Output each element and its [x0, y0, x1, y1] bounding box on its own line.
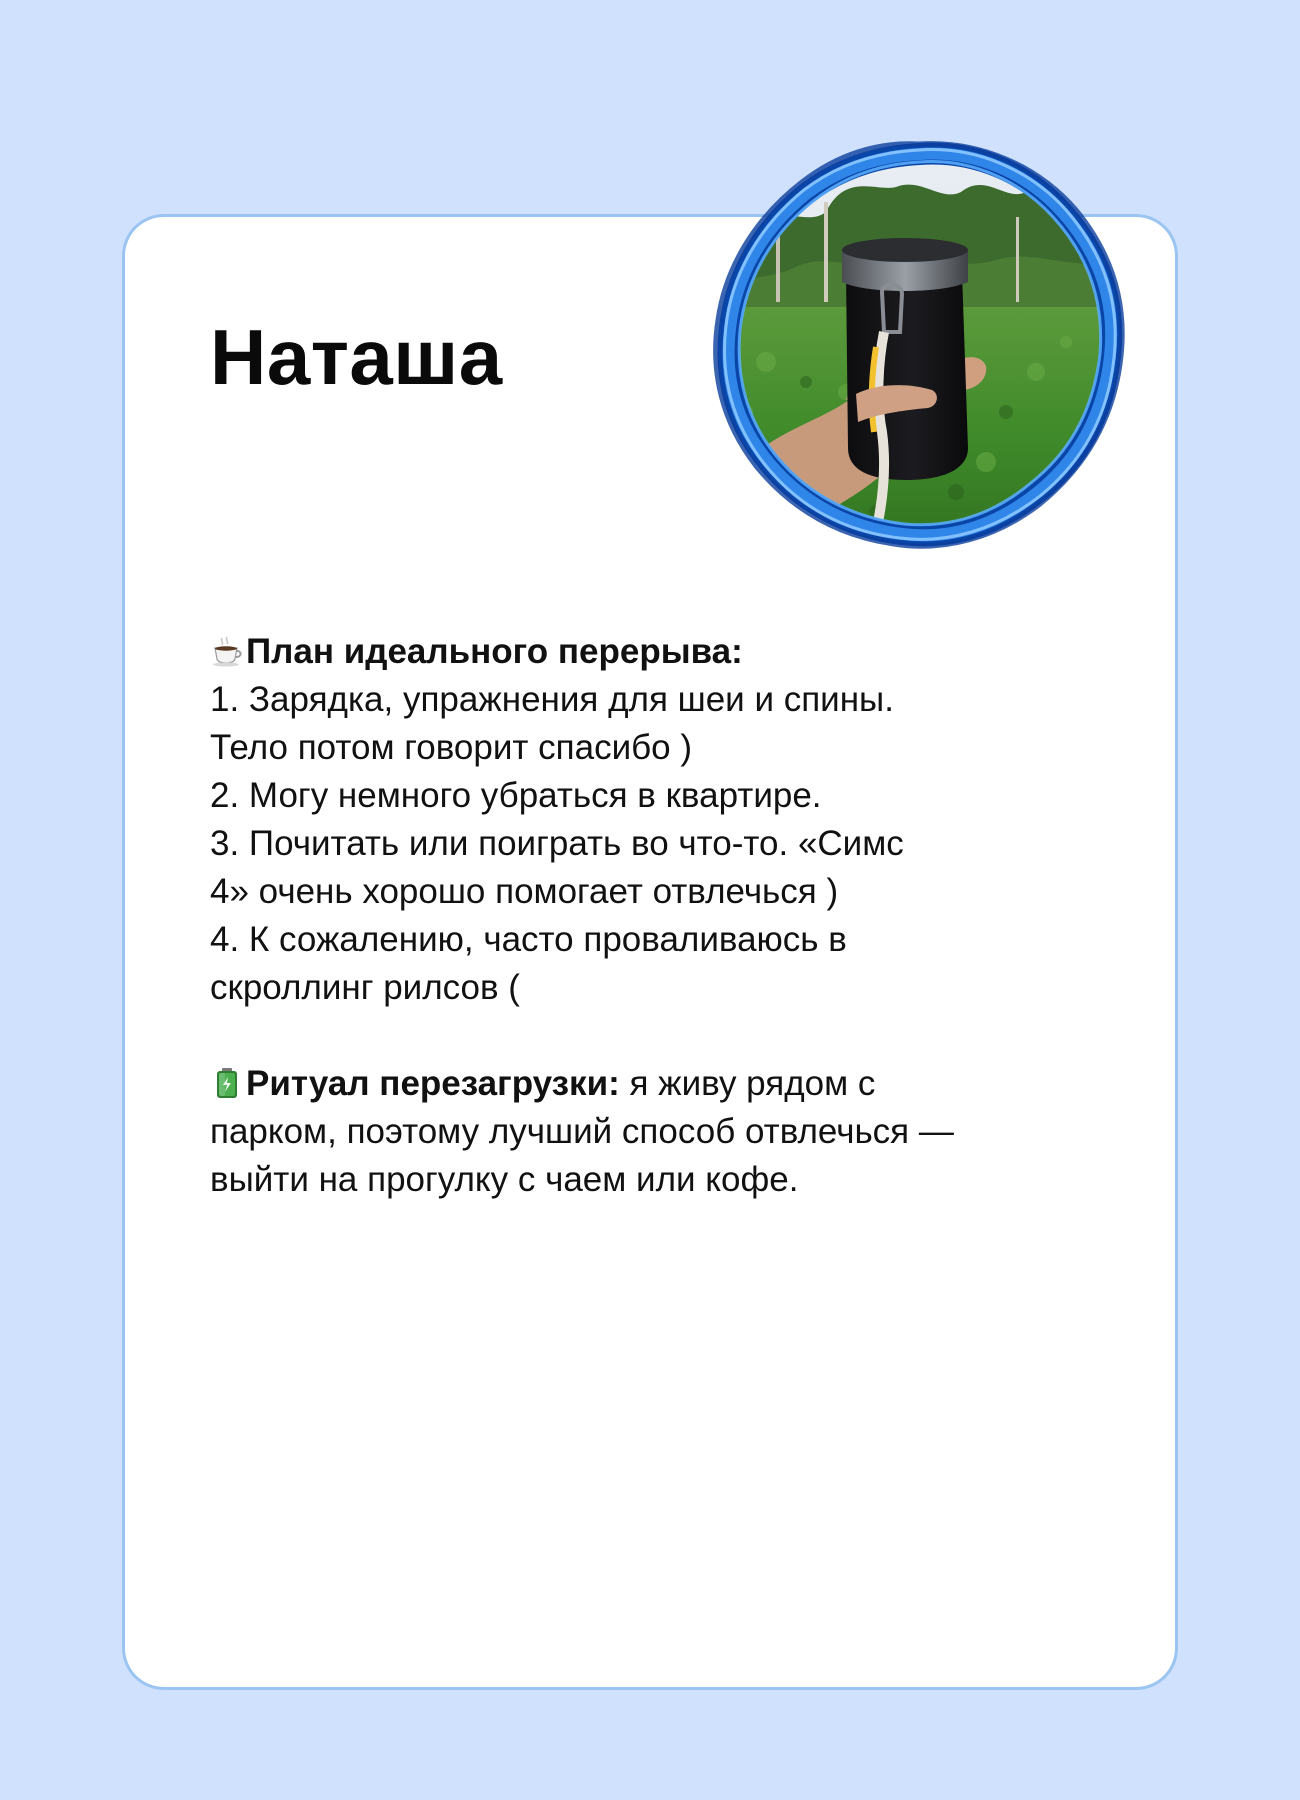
break-plan-line: 2. Могу немного убраться в квартире. — [210, 776, 822, 815]
paragraph-gap — [210, 1012, 1090, 1060]
reboot-ritual-line: парком, поэтому лучший способ отвлечься — — [210, 1112, 954, 1151]
break-plan-line: 1. Зарядка, упражнения для шеи и спины. — [210, 680, 894, 719]
coffee-cup-icon — [210, 634, 244, 668]
person-name: Наташа — [210, 313, 503, 401]
reboot-ritual-heading — [210, 1060, 1090, 1108]
break-plan-line: 4» очень хорошо помогает отвлечься ) — [210, 872, 839, 911]
break-plan-title: План идеального перерыва: — [246, 632, 743, 671]
reboot-ritual-title: Ритуал перезагрузки: — [246, 1064, 620, 1103]
break-plan-line: скроллинг рилсов ( — [210, 968, 520, 1007]
battery-icon — [210, 1066, 244, 1100]
story-text — [210, 628, 1090, 1204]
break-plan-heading — [210, 628, 1090, 676]
break-plan-line: 3. Почитать или поиграть во что-то. «Симс — [210, 824, 904, 863]
reboot-ritual-text: я живу рядом с — [619, 1064, 876, 1103]
profile-photo — [706, 132, 1134, 560]
reboot-ritual-line: выйти на прогулку с чаем или кофе. — [210, 1160, 799, 1199]
break-plan-line: Тело потом говорит спасибо ) — [210, 728, 693, 767]
break-plan-line: 4. К сожалению, часто проваливаюсь в — [210, 920, 847, 959]
